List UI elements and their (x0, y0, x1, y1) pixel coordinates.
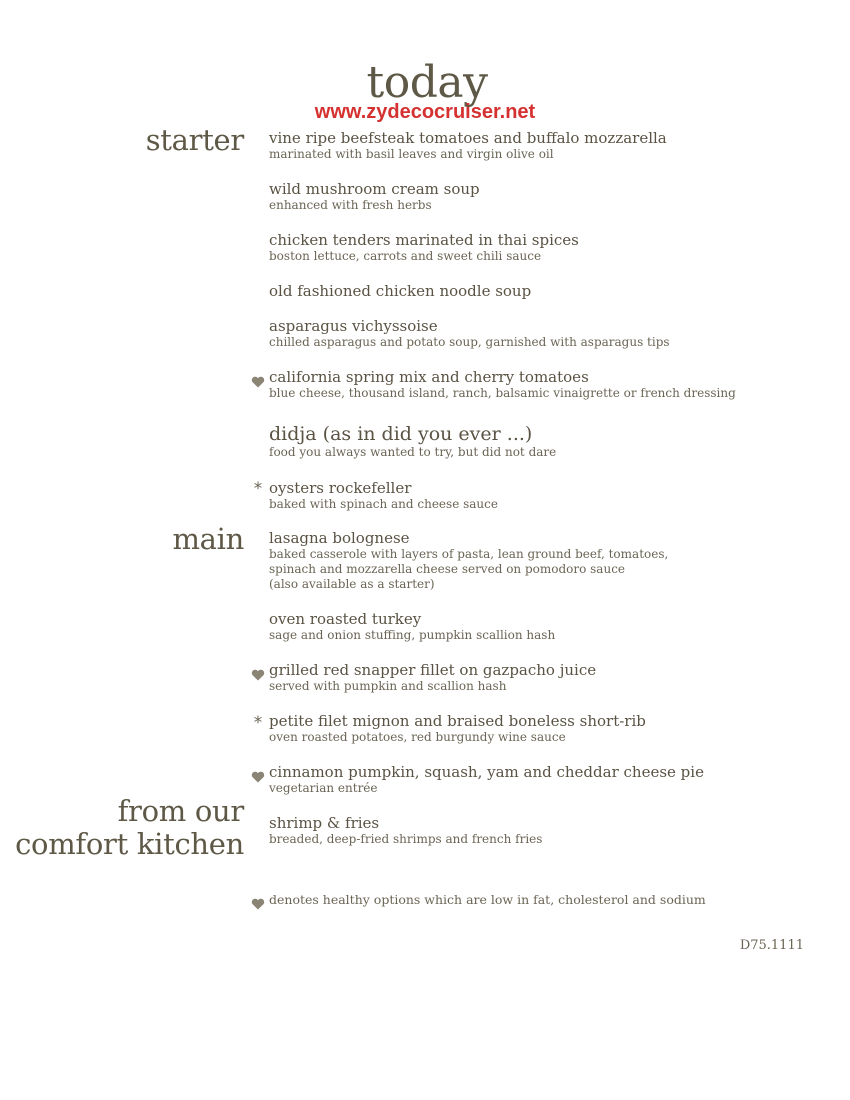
item-description: (also available as a starter) (269, 577, 435, 591)
section-comfort-line1: from our (117, 794, 244, 828)
item-name: lasagna bolognese (269, 529, 410, 547)
item-description: vegetarian entrée (269, 781, 378, 795)
menu-item (269, 530, 668, 592)
star-marker-icon: * (253, 479, 263, 499)
item-description: oven roasted potatoes, red burgundy wine sauce (269, 730, 566, 744)
menu-item (269, 369, 736, 401)
menu-item (269, 423, 556, 460)
menu-item (269, 713, 646, 745)
star-marker-icon: * (253, 713, 263, 733)
item-name: oven roasted turkey (269, 610, 422, 628)
item-name: asparagus vichyssoise (269, 317, 438, 335)
item-name: old fashioned chicken noodle soup (269, 282, 532, 300)
heart-icon (250, 373, 266, 392)
menu-item (269, 764, 704, 796)
item-name: vine ripe beefsteak tomatoes and buffalo mozzarella (269, 129, 667, 147)
document-code: D75.1111 (739, 938, 804, 953)
item-name: oysters rockefeller (269, 479, 412, 497)
item-description: chilled asparagus and potato soup, garnished with asparagus tips (269, 335, 670, 349)
item-description: spinach and mozzarella cheese served on pomodoro sauce (269, 562, 626, 576)
item-description: marinated with basil leaves and virgin olive oil (269, 147, 554, 161)
item-description: boston lettuce, carrots and sweet chili sauce (269, 249, 542, 263)
item-name: california spring mix and cherry tomatoes (269, 368, 589, 386)
item-description: enhanced with fresh herbs (269, 198, 432, 212)
item-name: cinnamon pumpkin, squash, yam and cheddar cheese pie (269, 763, 704, 781)
item-description: food you always wanted to try, but did not dare (269, 445, 557, 459)
item-name: chicken tenders marinated in thai spices (269, 231, 579, 249)
menu-item (269, 662, 596, 694)
item-name: grilled red snapper fillet on gazpacho juice (269, 661, 597, 679)
menu-item (269, 130, 667, 162)
item-description: baked casserole with layers of pasta, lean ground beef, tomatoes, (269, 547, 669, 561)
item-name: didja (as in did you ever ...) (269, 423, 533, 445)
section-starter: starter (145, 123, 244, 157)
menu-item (269, 232, 579, 264)
watermark: www.zydecocruiser.net (314, 101, 536, 123)
item-description: blue cheese, thousand island, ranch, balsamic vinaigrette or french dressing (269, 386, 736, 400)
item-description: sage and onion stuffing, pumpkin scallion hash (269, 628, 556, 642)
heart-icon (250, 666, 266, 685)
item-description: baked with spinach and cheese sauce (269, 497, 498, 511)
item-name: wild mushroom cream soup (269, 180, 480, 198)
menu-item (269, 181, 480, 213)
heart-icon (250, 768, 266, 787)
item-description: breaded, deep-fried shrimps and french fries (269, 832, 543, 846)
menu-item (269, 480, 498, 512)
menu-item (269, 815, 542, 847)
item-description: served with pumpkin and scallion hash (269, 679, 507, 693)
section-main: main (172, 522, 244, 556)
menu-item (269, 611, 555, 643)
page-title: today (366, 57, 488, 108)
section-comfort-line2: comfort kitchen (15, 827, 244, 861)
item-name: petite filet mignon and braised boneless short-rib (269, 712, 646, 730)
heart-icon (250, 895, 266, 914)
menu-item (269, 283, 531, 300)
item-name: shrimp & fries (269, 814, 380, 832)
footnote: denotes healthy options which are low in fat, cholesterol and sodium (269, 892, 706, 907)
menu-item (269, 318, 670, 350)
